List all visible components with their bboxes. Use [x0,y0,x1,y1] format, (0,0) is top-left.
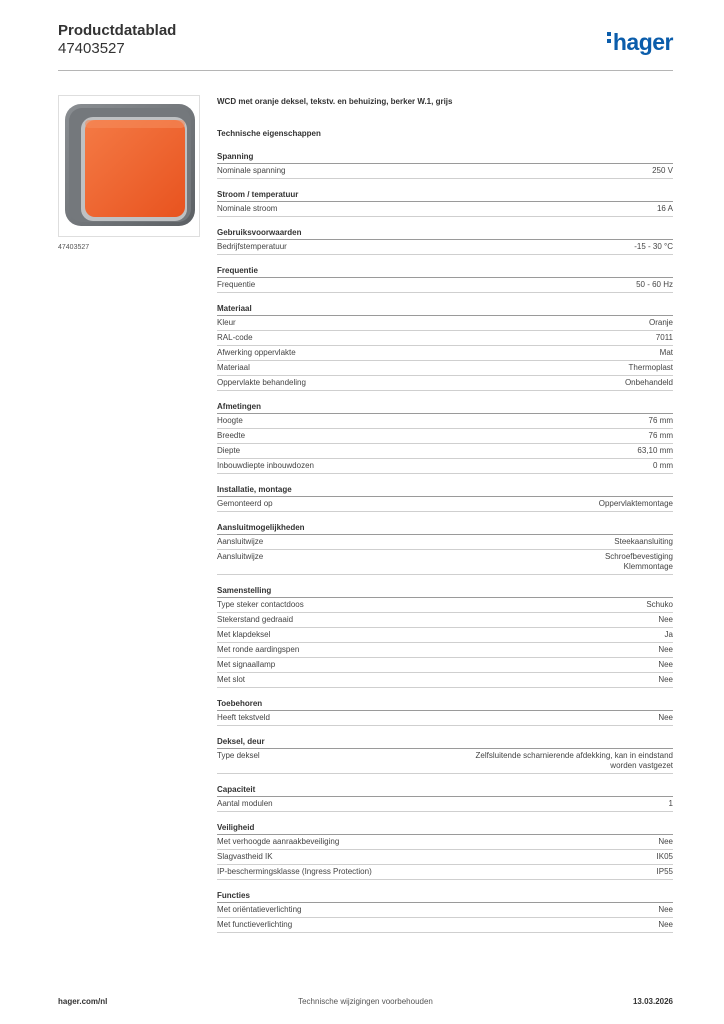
logo-text: hager [612,29,673,55]
property-value: Nee [658,920,673,929]
property-name: Inbouwdiepte inbouwdozen [217,461,314,470]
property-row [217,535,673,550]
property-value: 50 - 60 Hz [636,280,673,289]
property-name: Hoogte [217,416,243,425]
property-row [217,497,673,512]
footer-website: hager.com/nl [58,997,108,1006]
property-value: Ja [664,630,673,639]
property-name: Aantal modulen [217,799,273,808]
property-row [217,903,673,918]
property-name: Aansluitwijze [217,537,264,546]
property-value: 1 [668,799,673,808]
property-value: Nee [658,837,673,846]
technical-properties-heading: Technische eigenschappen [217,129,321,138]
header-divider [58,70,673,71]
property-name: IP-beschermingsklasse (Ingress Protection) [217,867,372,876]
property-name: Frequentie [217,280,256,289]
product-image [58,95,200,237]
properties-sections [217,151,673,933]
property-section [217,401,673,474]
property-row [217,331,673,346]
property-name: Met verhoogde aanraakbeveiliging [217,837,340,846]
property-row [217,444,673,459]
property-row [217,749,673,774]
property-value: Schuko [646,600,673,609]
section-title: Afmetingen [217,401,673,414]
property-row [217,797,673,812]
property-row [217,643,673,658]
property-row [217,865,673,880]
property-value: Onbehandeld [624,378,673,387]
property-row [217,376,673,391]
property-row [217,628,673,643]
property-name: Nominale stroom [217,204,278,213]
section-title: Functies [217,890,673,903]
property-row [217,164,673,179]
property-value: Oranje [648,318,673,327]
property-row [217,240,673,255]
property-value: IP55 [656,867,673,876]
property-name: Type deksel [217,751,260,760]
property-section [217,151,673,179]
property-name: Met oriëntatieverlichting [217,905,302,914]
property-name: Met klapdeksel [217,630,271,639]
section-title: Deksel, deur [217,736,673,749]
property-row [217,598,673,613]
property-row [217,316,673,331]
property-section [217,265,673,293]
product-number: 47403527 [58,40,125,57]
property-row [217,550,673,575]
document-title: Productdatablad [58,22,177,39]
property-value: 76 mm [648,416,673,425]
property-name: Met functieverlichting [217,920,293,929]
property-section [217,698,673,726]
property-row [217,459,673,474]
property-value: 16 A [656,204,673,213]
property-value: Schroefbevestiging Klemmontage [604,552,673,571]
property-row [217,711,673,726]
property-name: Diepte [217,446,241,455]
property-row [217,835,673,850]
property-value: Steekaansluiting [614,537,673,546]
property-name: RAL-code [217,333,253,342]
property-value: -15 - 30 °C [634,242,673,251]
section-title: Gebruiksvoorwaarden [217,227,673,240]
property-section [217,736,673,774]
property-name: Bedrijfstemperatuur [217,242,287,251]
property-section [217,484,673,512]
logo-dots-icon [607,32,611,46]
property-section [217,189,673,217]
property-name: Met signaallamp [217,660,276,669]
section-title: Stroom / temperatuur [217,189,673,202]
section-title: Capaciteit [217,784,673,797]
property-row [217,346,673,361]
property-name: Type steker contactdoos [217,600,304,609]
section-title: Samenstelling [217,585,673,598]
property-name: Met slot [217,675,246,684]
property-name: Gemonteerd op [217,499,273,508]
property-value: Nee [658,645,673,654]
property-row [217,918,673,933]
property-row [217,414,673,429]
property-section [217,822,673,880]
section-title: Materiaal [217,303,673,316]
property-section [217,303,673,391]
section-title: Frequentie [217,265,673,278]
socket-outlet-icon [59,96,199,236]
property-name: Breedte [217,431,246,440]
page-header [58,22,673,68]
property-value: 0 mm [653,461,673,470]
section-title: Toebehoren [217,698,673,711]
property-name: Heeft tekstveld [217,713,270,722]
footer-disclaimer: Technische wijzigingen voorbehouden [298,997,433,1006]
orange-cover [85,120,185,217]
property-row [217,658,673,673]
property-name: Aansluitwijze [217,552,264,561]
property-row [217,361,673,376]
property-row [217,613,673,628]
section-title: Aansluitmogelijkheden [217,522,673,535]
property-value: Zelfsluitende scharnierende afdekking, kan in eindstand worden vastgezet [475,751,673,770]
property-name: Materiaal [217,363,250,372]
footer-date: 13.03.2026 [632,997,673,1006]
property-name: Kleur [217,318,236,327]
property-section [217,890,673,933]
property-row [217,429,673,444]
product-description: WCD met oranje deksel, tekstv. en behuizing, berker W.1, grijs [217,97,453,106]
property-name: Stekerstand gedraaid [217,615,294,624]
property-value: Nee [658,675,673,684]
property-value: Oppervlaktemontage [598,499,673,508]
image-caption: 47403527 [58,244,90,251]
property-section [217,784,673,812]
property-value: Mat [659,348,673,357]
property-value: 76 mm [648,431,673,440]
property-row [217,673,673,688]
property-name: Slagvastheid IK [217,852,273,861]
property-section [217,585,673,688]
section-title: Veiligheid [217,822,673,835]
section-title: Spanning [217,151,673,164]
property-row [217,850,673,865]
property-value: 7011 [655,333,673,342]
property-section [217,522,673,575]
property-value: 63,10 mm [637,446,673,455]
property-value: Nee [658,615,673,624]
property-value: 250 V [652,166,673,175]
hager-logo [607,30,673,54]
product-details [217,96,673,943]
property-name: Nominale spanning [217,166,286,175]
property-value: Nee [658,660,673,669]
property-value: IK05 [656,852,673,861]
section-title: Installatie, montage [217,484,673,497]
cover-highlight [85,120,185,128]
property-row [217,278,673,293]
property-section [217,227,673,255]
property-name: Afwerking oppervlakte [217,348,296,357]
property-value: Nee [658,905,673,914]
property-value: Nee [658,713,673,722]
property-name: Oppervlakte behandeling [217,378,306,387]
property-name: Met ronde aardingspen [217,645,300,654]
property-value: Thermoplast [628,363,673,372]
property-row [217,202,673,217]
